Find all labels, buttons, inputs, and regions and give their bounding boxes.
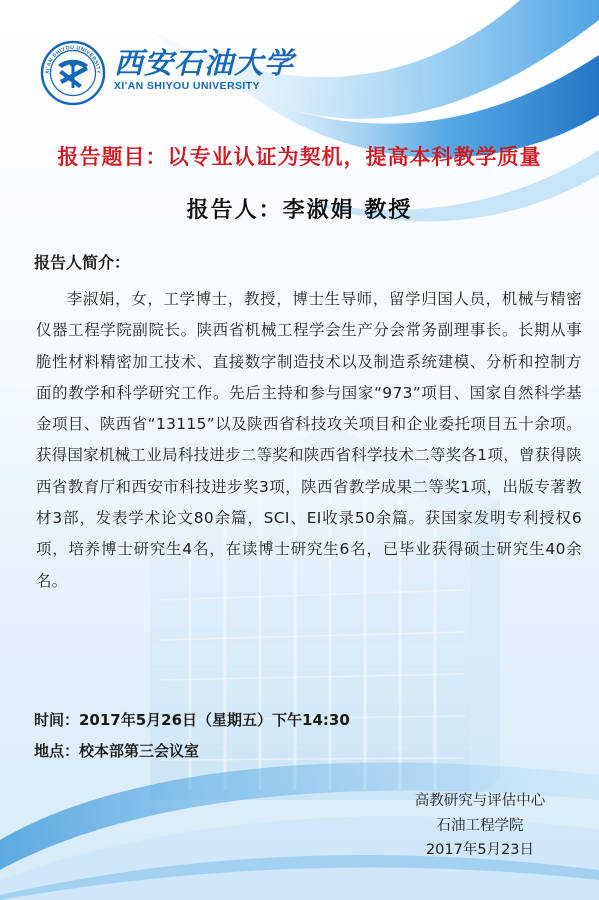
- issuer-organizer: 高教研究与评估中心: [414, 793, 546, 809]
- bio-paragraph: 李淑娟，女，工学博士，教授，博士生导师，留学归国人员，机械与精密仪器工程学院副院长。陕西省机械工程学会生产分会常务副理事长。长期从事脆性材料精密加工技术、直接数字制造技术以及制造系统建模、分析和控制方面的教学和科学研究工作。先后主持和参与国家“973”项目、国家自然科学基金项目、陕西省“13115”以及陕西省科技攻关项目和企业委托项目五十余项。获得国家机械工业局科技进步二等奖和陕西省科学技术二等奖各1项，曾获得陕西省教育厅和西安市科技进步奖3项，陕西省教学成果二等奖1项，出版专著教材3部，发表学术论文80余篇，SCI、EI收录50余篇。获国家发明专利授权6项，培养博士研究生4名，在读博士研究生6名，已毕业获得硕士研究生40余名。: [36, 290, 582, 590]
- svg-text:XI'AN SHIYOU UNIVERSITY: XI'AN SHIYOU UNIVERSITY: [44, 44, 102, 75]
- issue-date: 2017年5月23日: [425, 842, 535, 858]
- event-time: 时间：2017年5月26日（星期五）下午14:30: [34, 711, 350, 729]
- issuer-co-organizer: 石油工程学院: [436, 817, 524, 834]
- university-emblem-icon: [40, 40, 106, 106]
- university-name-english: XI'AN SHIYOU UNIVERSITY: [114, 80, 260, 92]
- speaker-line: 报告人：李淑娟 教授: [186, 197, 413, 223]
- university-name-chinese: 西安石油大学: [114, 46, 295, 80]
- event-location: 地点：校本部第三会议室: [34, 742, 200, 760]
- bio-heading: 报告人简介：: [34, 253, 131, 272]
- issuer-block: [380, 789, 580, 863]
- report-title: 报告题目：以专业认证为契机，提高本科教学质量: [57, 145, 542, 169]
